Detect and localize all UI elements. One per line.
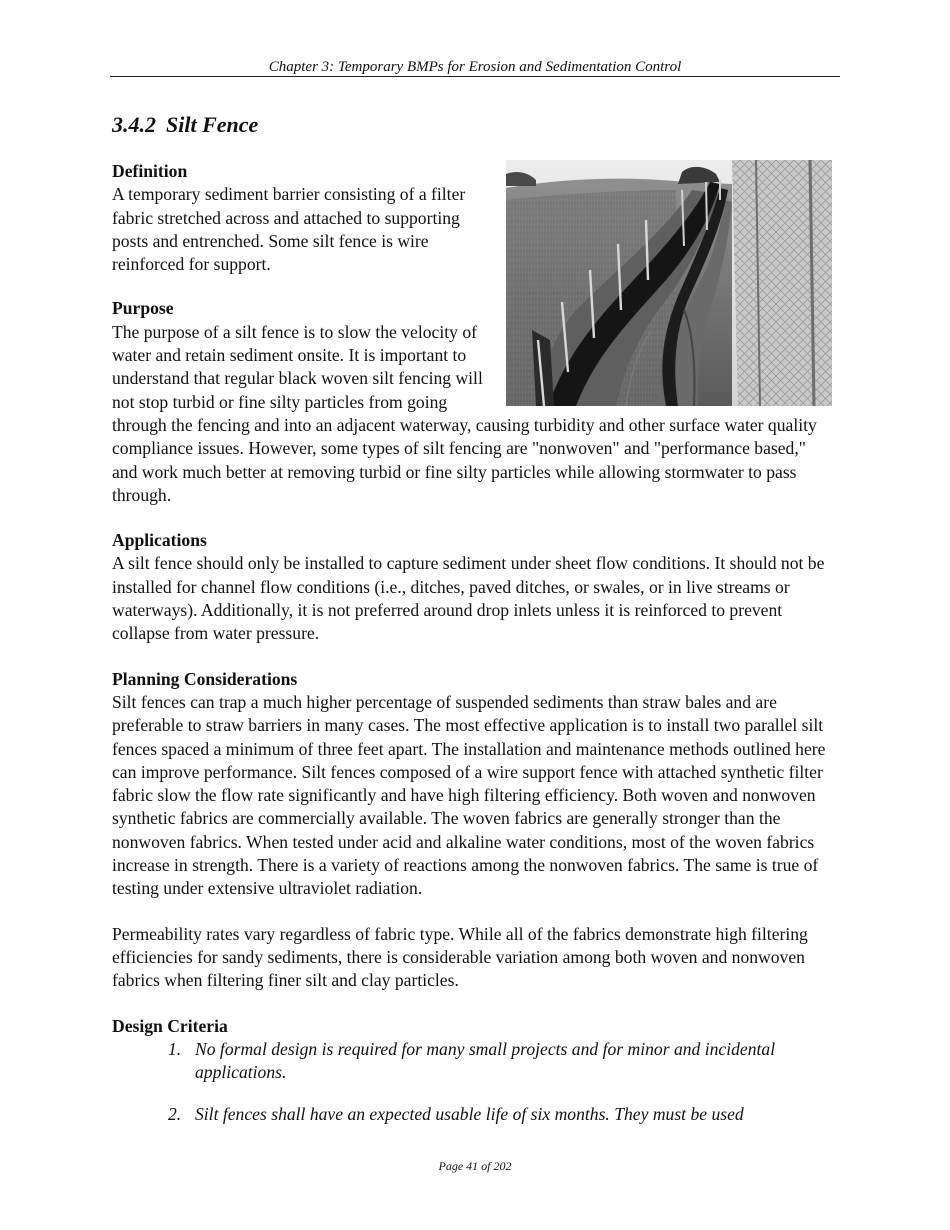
applications-text: A silt fence should only be installed to capture sediment under sheet flow conditions. It should not be installed for channel flow conditions (i.e., ditches, paved ditches, or swales, or in live streams or waterways). Additionally, it is not preferred around drop inlets unless it is reinforced to prevent collapse from water pressure.	[112, 553, 825, 644]
definition-text: A temporary sediment barrier consisting of a filter fabric stretched across and attached to supporting posts and entrenched. Some silt fence is wire reinforced for support.	[112, 184, 466, 275]
section-title-text: Silt Fence	[166, 112, 259, 137]
planning-paragraph-2: Permeability rates vary regardless of fabric type. While all of the fabrics demonstrate high filtering efficiencies for sandy sediments, there is considerable variation among both woven and nonwoven fabrics when filtering finer silt and clay particles.	[112, 923, 808, 991]
applications-heading: Applications	[112, 530, 207, 551]
design-criteria-list	[112, 1038, 832, 1127]
header-rule	[110, 76, 840, 77]
list-item-text: Silt fences shall have an expected usable life of six months. They must be used	[195, 1104, 744, 1125]
list-marker: 1.	[168, 1038, 182, 1059]
purpose-heading: Purpose	[112, 298, 174, 319]
definition-heading: Definition	[112, 161, 188, 181]
page-footer: Page 41 of 202	[438, 1159, 512, 1173]
silt-fence-photo	[506, 160, 832, 406]
section-number: 3.4.2	[112, 112, 156, 137]
list-item	[112, 1103, 832, 1126]
body-content	[112, 160, 832, 1146]
design-criteria-heading: Design Criteria	[112, 1015, 228, 1036]
list-marker: 2.	[168, 1104, 182, 1125]
planning-paragraph-1: Silt fences can trap a much higher percentage of suspended sediments than straw bales and are preferable to straw barriers in many cases. The most effective application is to install two parallel silt fences spaced a minimum of three feet apart. The installation and maintenance methods outlined here can improve performance. Silt fences composed of a wire support fence with attached synthetic filter fabric slow the flow rate significantly and have high filtering efficiency. Both woven and nonwoven synthetic fabrics are commercially available. The woven fabrics are generally stronger than the nonwoven fabrics. When tested under acid and alkaline water conditions, most of the woven fabrics increase in strength. There is a variety of reactions among the nonwoven fabrics. The same is true of testing under extensive ultraviolet radiation.	[112, 691, 826, 899]
list-item	[112, 1038, 832, 1085]
planning-heading: Planning Considerations	[112, 668, 298, 689]
list-item-text: No formal design is required for many small projects and for minor and incidental applications.	[195, 1038, 776, 1083]
purpose-text: The purpose of a silt fence is to slow the velocity of water and retain sediment onsite. It is important to understand that regular black woven silt fencing will not stop turbid or fine silty particles from going through the fencing and into an adjacent waterway, causing turbidity and other surface water quality compliance issues. However, some types of silt fencing are "nonwoven" and "performance based," and work much better at removing turbid or fine silty particles while allowing stormwater to pass through.	[112, 321, 817, 505]
running-header: Chapter 3: Temporary BMPs for Erosion and Sedimentation Control	[268, 59, 682, 75]
section-title	[112, 111, 258, 139]
